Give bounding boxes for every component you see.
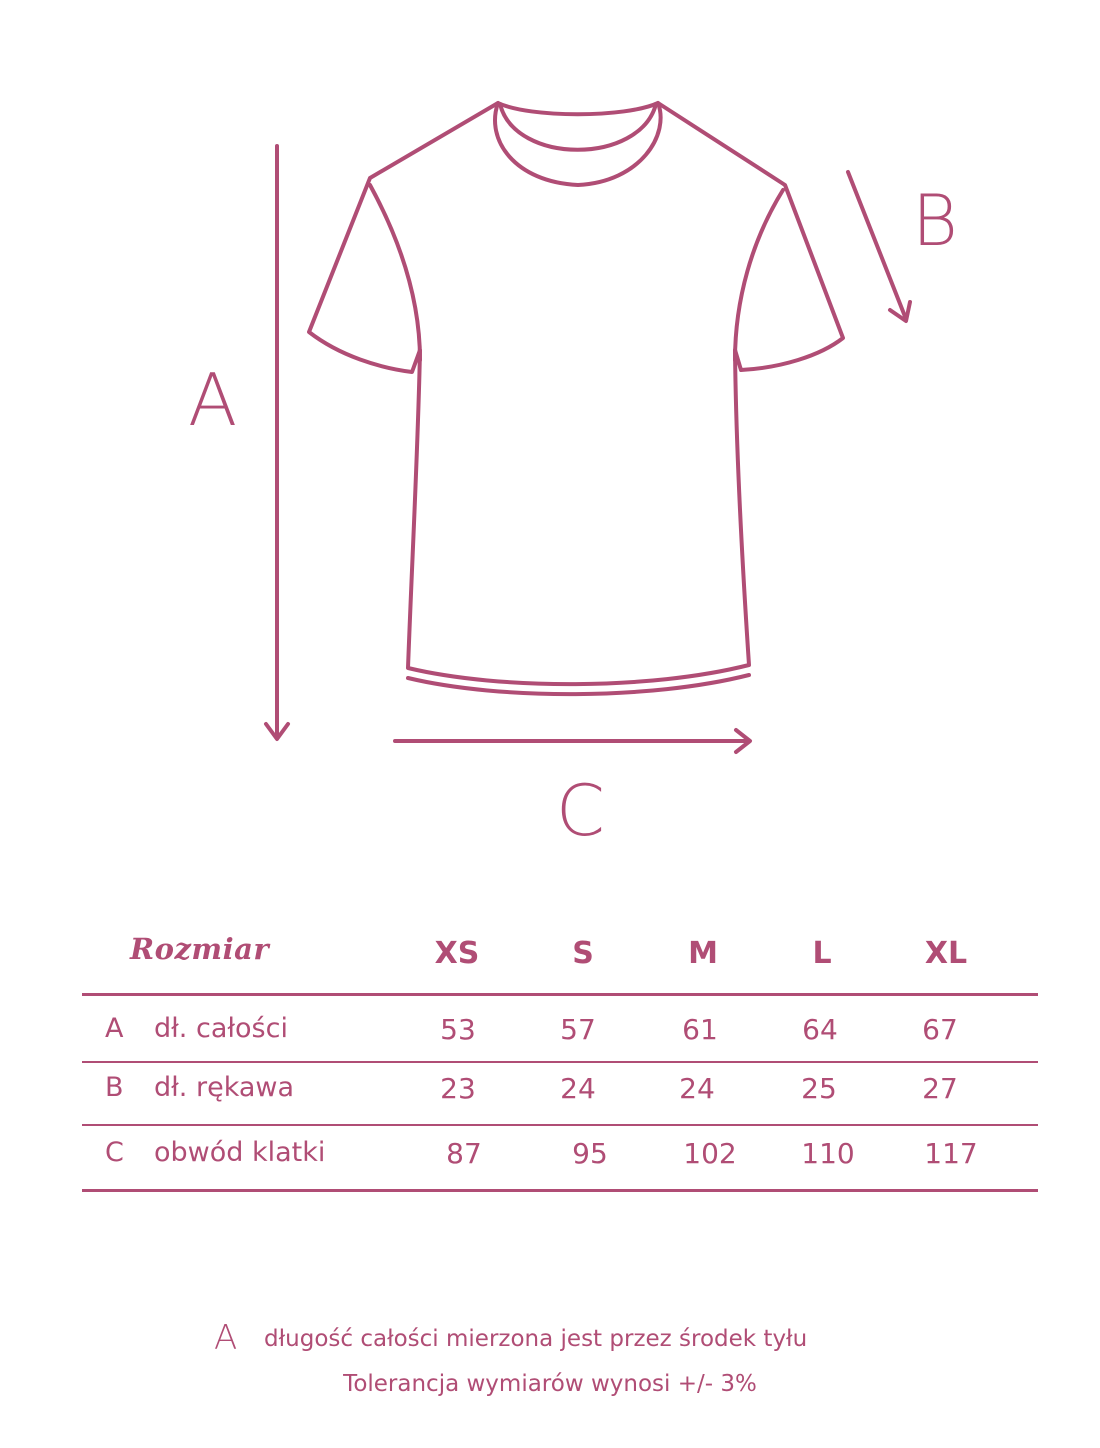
collar-outer	[495, 103, 661, 185]
size-col-m: M	[688, 936, 718, 971]
table-cell: 61	[682, 1013, 718, 1046]
length-note: długość całości mierzona jest przez środek tyłu	[264, 1326, 808, 1352]
row-label: dł. całości	[154, 1013, 288, 1044]
row-label: obwód klatki	[154, 1137, 326, 1168]
table-cell: 57	[560, 1013, 596, 1046]
tolerance-note: Tolerancja wymiarów wynosi +/- 3%	[343, 1371, 757, 1397]
note-letter: A	[214, 1318, 238, 1358]
table-cell: 27	[922, 1072, 958, 1105]
size-col-l: L	[812, 936, 832, 971]
table-cell: 117	[924, 1137, 978, 1170]
table-cell: 64	[802, 1013, 838, 1046]
tshirt-outline	[309, 103, 843, 684]
table-cell: 95	[572, 1137, 608, 1170]
size-col-xs: XS	[434, 936, 480, 971]
table-cell: 25	[801, 1072, 837, 1105]
right-sleeve-seam	[735, 190, 783, 360]
row-letter: A	[105, 1013, 124, 1044]
row-letter: C	[105, 1137, 124, 1168]
size-header-label: Rozmiar	[130, 932, 270, 966]
table-row-divider	[82, 1124, 1038, 1126]
dimension-label-a: A	[188, 358, 238, 442]
size-col-xl: XL	[924, 936, 968, 971]
table-top-rule	[82, 993, 1038, 996]
row-label: dł. rękawa	[154, 1072, 295, 1103]
table-cell: 24	[560, 1072, 596, 1105]
arrow-b-line	[848, 172, 906, 319]
table-cell: 23	[440, 1072, 476, 1105]
table-cell: 53	[440, 1013, 476, 1046]
table-row-divider	[82, 1061, 1038, 1063]
dimension-label-b: B	[912, 180, 958, 262]
table-cell: 102	[683, 1137, 737, 1170]
size-col-s: S	[572, 936, 594, 971]
dimension-label-c: C	[556, 770, 605, 852]
table-cell: 67	[922, 1013, 958, 1046]
row-letter: B	[105, 1072, 124, 1103]
table-bottom-rule	[82, 1189, 1038, 1192]
table-cell: 110	[801, 1137, 855, 1170]
table-cell: 24	[679, 1072, 715, 1105]
left-sleeve-seam	[370, 185, 420, 360]
table-cell: 87	[446, 1137, 482, 1170]
